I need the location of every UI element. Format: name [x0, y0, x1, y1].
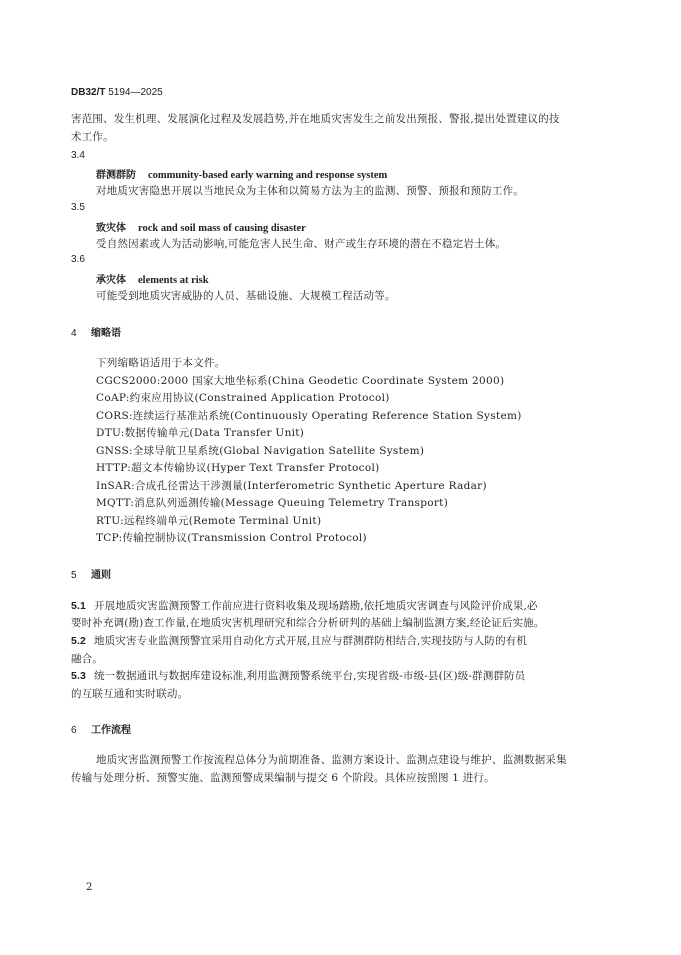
clause-number: 5.3	[71, 670, 87, 682]
term-en: rock and soil mass of causing disaster	[138, 223, 306, 234]
abbr-item: RTU:远程终端单元(Remote Terminal Unit)	[96, 515, 322, 527]
section-title: 通则	[91, 570, 111, 581]
section-number: 6	[71, 725, 77, 736]
term-cn: 致灾体	[96, 223, 126, 234]
term-en: community-based early warning and response system	[148, 170, 388, 181]
term-number: 3.6	[71, 254, 85, 265]
abbr-item: InSAR:合成孔径雷达干涉测量(Interferometric Synthetic Aperture Radar)	[96, 480, 487, 492]
abbr-item: CORS:连续运行基准站系统(Continuously Operating Reference Station System)	[96, 410, 522, 422]
term-number: 3.5	[71, 202, 85, 213]
page-number: 2	[86, 882, 93, 893]
clause-5-3-line-2: 的互联互通和实时联动。	[71, 688, 189, 700]
standard-prefix: DB32/T	[71, 87, 106, 98]
clause-number: 5.1	[71, 600, 87, 612]
intro-line-2: 术工作。	[71, 131, 114, 143]
abbr-item: TCP:传输控制协议(Transmission Control Protocol)	[96, 532, 367, 544]
section6-line-2: 传输与处理分析、预警实施、监测预警成果编制与提交 6 个阶段。具体应按照图 1 进行。	[71, 772, 495, 784]
standard-number: 5194—2025	[108, 87, 163, 98]
section-title: 工作流程	[91, 725, 131, 736]
term-cn: 群测群防	[96, 170, 136, 181]
clause-number: 5.2	[71, 635, 87, 647]
term-definition: 受自然因素或人为活动影响,可能危害人民生命、财产或生存环境的潜在不稳定岩土体。	[96, 238, 507, 250]
section-heading	[71, 721, 131, 736]
clause-text: 地质灾害专业监测预警宜采用自动化方式开展,且应与群测群防相结合,实现技防与人防的有机	[94, 635, 528, 647]
clause-5-1-line-1	[71, 598, 538, 613]
section-number: 4	[71, 328, 77, 339]
clause-5-3-line-1	[71, 668, 525, 683]
abbr-item: HTTP:超文本传输协议(Hyper Text Transfer Protocol)	[96, 462, 380, 474]
section-number: 5	[71, 570, 77, 581]
abbr-intro: 下列缩略语适用于本文件。	[96, 357, 226, 369]
intro-line-1: 害范围、发生机理、发展演化过程及发展趋势,并在地质灾害发生之前发出预报、警报,提出处置建议的技	[71, 113, 560, 125]
clause-5-2-line-2: 融合。	[71, 653, 103, 665]
term-definition: 对地质灾害隐患开展以当地民众为主体和以简易方法为主的监测、预警、预报和预防工作。	[96, 185, 524, 197]
abbr-item: MQTT:消息队列遥测传输(Message Queuing Telemetry Transport)	[96, 497, 449, 509]
abbr-item: CoAP:约束应用协议(Constrained Application Protocol)	[96, 392, 390, 404]
term-number: 3.4	[71, 150, 85, 161]
abbr-item: CGCS2000:2000 国家大地坐标系(China Geodetic Coordinate System 2000)	[96, 375, 505, 387]
term-definition: 可能受到地质灾害威胁的人员、基础设施、大规模工程活动等。	[96, 290, 396, 302]
clause-text: 开展地质灾害监测预警工作前应进行资料收集及现场踏勘,依托地质灾害调查与风险评价成果,必	[94, 600, 538, 612]
section-heading	[71, 566, 111, 581]
section6-line-1: 地质灾害监测预警工作按流程总体分为前期准备、监测方案设计、监测点建设与维护、监测数据采集	[96, 754, 567, 766]
clause-text: 统一数据通讯与数据库建设标准,利用监测预警系统平台,实现省级-市级-县(区)级-群测群防员	[94, 670, 526, 682]
term-heading	[96, 219, 306, 234]
term-cn: 承灾体	[96, 275, 126, 286]
clause-5-1-line-2: 要时补充调(勘)查工作量,在地质灾害机理研究和综合分析研判的基础上编制监测方案,经论证后实施。	[71, 617, 545, 629]
term-heading	[96, 271, 209, 286]
section-heading	[71, 324, 121, 339]
term-heading	[96, 166, 387, 181]
clause-5-2-line-1	[71, 633, 527, 648]
document-code	[71, 87, 163, 98]
abbr-item: DTU:数据传输单元(Data Transfer Unit)	[96, 427, 305, 439]
abbr-item: GNSS:全球导航卫星系统(Global Navigation Satellite System)	[96, 445, 425, 457]
section-title: 缩略语	[91, 328, 121, 339]
term-en: elements at risk	[138, 275, 209, 286]
